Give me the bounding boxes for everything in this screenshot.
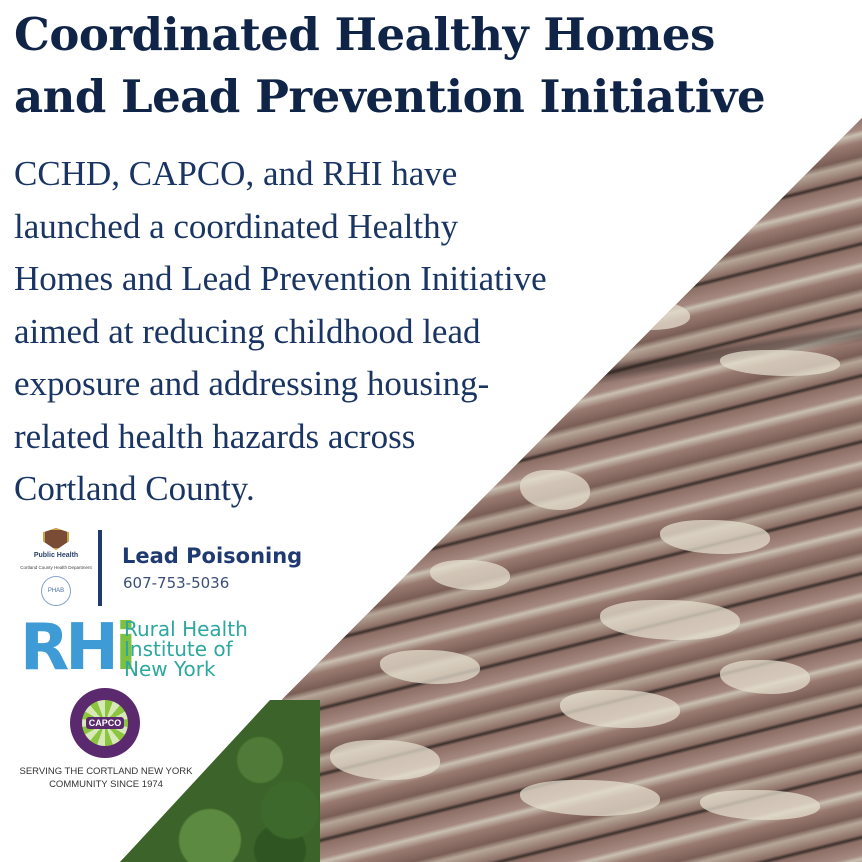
- rhi-line: Institute of: [124, 637, 233, 661]
- rhi-line: Rural Health: [124, 617, 248, 641]
- body-line: launched a coordinated Healthy: [14, 206, 459, 246]
- rhi-logo-text: [124, 619, 248, 679]
- lead-poisoning-heading: Lead Poisoning: [122, 544, 303, 568]
- divider: [98, 530, 102, 606]
- body-line: Cortland County.: [14, 469, 255, 508]
- phab-badge: PHAB: [41, 576, 71, 606]
- lead-phone-number[interactable]: 607-753-5036: [123, 574, 230, 592]
- body-line: aimed at reducing childhood lead: [14, 311, 481, 351]
- shield-icon: [43, 528, 69, 550]
- page-title: [14, 4, 854, 128]
- body-line: exposure and addressing housing-: [14, 364, 490, 403]
- tagline-line: COMMUNITY SINCE 1974: [49, 779, 163, 790]
- rhi-letter: i: [114, 611, 133, 685]
- capco-wheel-icon: [82, 700, 128, 746]
- title-line: and Lead Prevention Initiative: [14, 70, 766, 123]
- capco-logo: [70, 688, 140, 758]
- public-health-name: Public Health: [33, 552, 79, 559]
- tagline-line: SERVING THE CORTLAND NEW YORK: [19, 766, 193, 777]
- description-paragraph: [14, 148, 654, 516]
- public-health-logo: [18, 528, 94, 608]
- rhi-logo-mark: [20, 611, 133, 685]
- rhi-line: New York: [124, 657, 216, 681]
- title-line: Coordinated Healthy Homes: [14, 8, 715, 61]
- capco-name: CAPCO: [86, 717, 125, 729]
- capco-tagline: [6, 765, 206, 791]
- health-department-name: Cortland County Health Department: [20, 565, 92, 570]
- body-line: Homes and Lead Prevention Initiative: [14, 259, 547, 298]
- rhi-letter: R: [20, 611, 66, 685]
- body-line: related health hazards across: [14, 416, 416, 456]
- body-line: CCHD, CAPCO, and RHI have: [14, 154, 458, 193]
- rhi-letter: H: [65, 611, 115, 685]
